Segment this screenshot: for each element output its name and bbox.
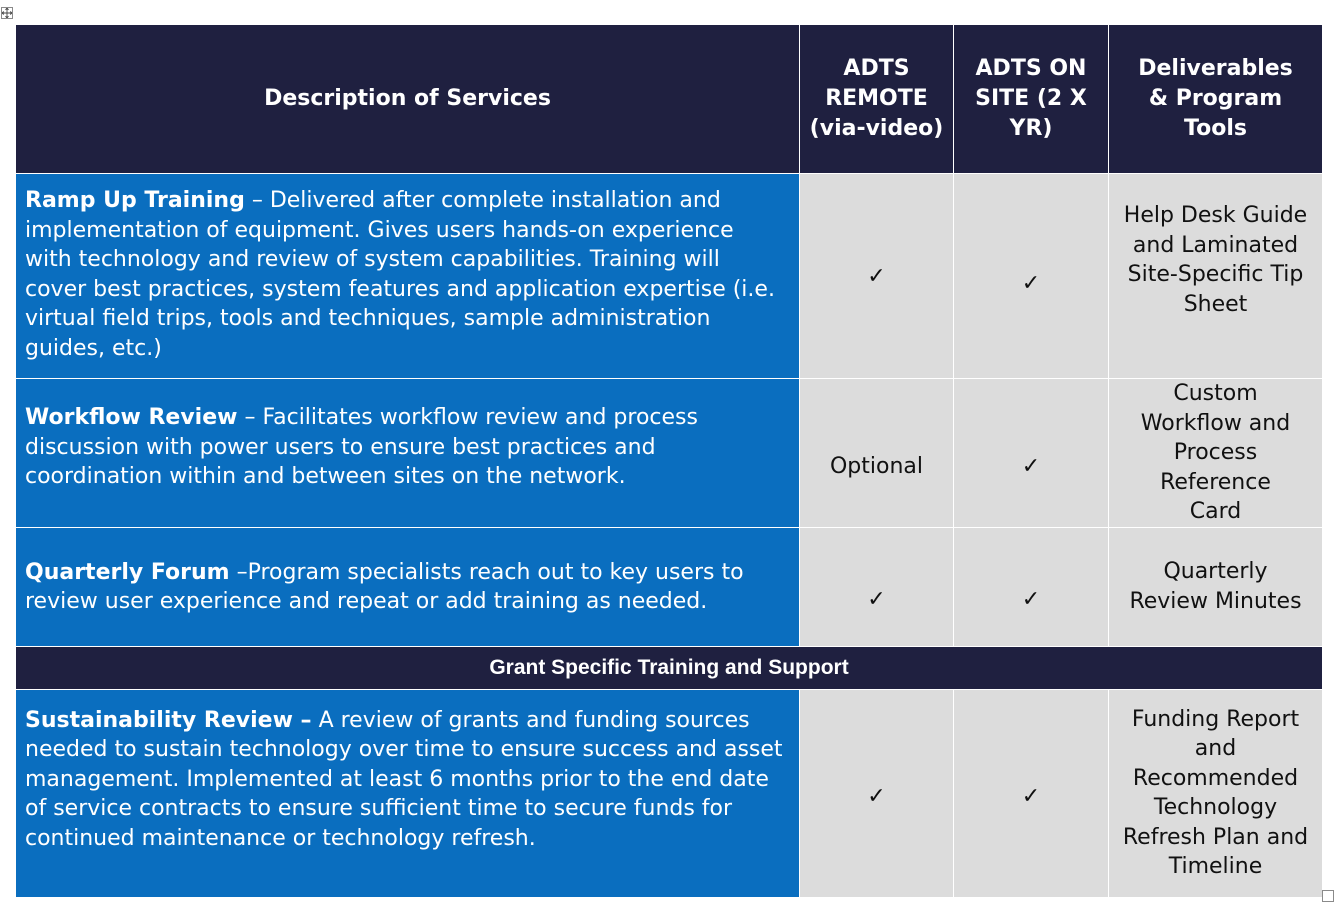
header-remote <box>800 25 954 174</box>
section-row <box>16 646 1323 689</box>
services-table <box>15 24 1323 898</box>
header-onsite-label: ADTS ON SITE (2 X YR) <box>975 56 1087 141</box>
header-row <box>16 25 1323 174</box>
table-resize-handle[interactable] <box>1322 890 1334 902</box>
service-separator: – <box>229 559 248 585</box>
checkmark-icon: ✓ <box>1021 586 1041 612</box>
table-row <box>16 689 1323 897</box>
deliverables-text: Quarterly Review Minutes <box>1129 559 1302 614</box>
service-description-cell <box>16 379 800 528</box>
table-row <box>16 174 1323 379</box>
remote-cell <box>800 174 954 379</box>
header-onsite <box>954 25 1109 174</box>
table-row <box>16 379 1323 528</box>
move-arrows-icon <box>2 8 12 18</box>
header-deliverables <box>1109 25 1323 174</box>
service-title: Ramp Up Training <box>25 188 245 213</box>
checkmark-icon: ✓ <box>1021 784 1041 810</box>
deliverables-cell <box>1109 527 1323 646</box>
onsite-cell <box>954 689 1109 897</box>
remote-cell <box>800 527 954 646</box>
service-separator: – <box>237 405 263 430</box>
service-separator: – <box>244 188 270 213</box>
deliverables-text: Custom Workflow and Process Reference Card <box>1140 381 1291 524</box>
checkmark-icon: ✓ <box>1021 271 1041 296</box>
checkmark-icon: ✓ <box>867 264 886 290</box>
checkmark-icon: ✓ <box>1021 454 1041 479</box>
remote-cell <box>800 689 954 897</box>
service-title: Sustainability Review – <box>25 707 312 733</box>
service-description-cell <box>16 689 800 897</box>
header-remote-label: ADTS REMOTE (via-video) <box>809 56 944 141</box>
deliverables-text: Funding Report and Recommended Technology Refresh Plan and Timeline <box>1122 706 1309 879</box>
checkmark-icon: ✓ <box>867 784 886 810</box>
checkmark-icon: ✓ <box>867 586 886 612</box>
deliverables-cell <box>1109 379 1323 528</box>
onsite-cell <box>954 174 1109 379</box>
remote-cell <box>800 379 954 528</box>
service-text: Delivered after complete installation and implementation of equipment. Gives users hands-on experience with technology and review of system capabilities. Training will cover best practices, system features and application expertise (i.e. virtual field trips, tools and techniques, sample administration guides, etc.) <box>25 188 775 361</box>
service-separator <box>312 708 319 733</box>
deliverables-text: Help Desk Guide and Laminated Site-Specific Tip Sheet <box>1123 203 1308 317</box>
service-description-cell <box>16 174 800 379</box>
service-description-cell <box>16 527 800 646</box>
deliverables-cell <box>1109 689 1323 897</box>
header-description: Description of Services <box>16 25 800 174</box>
service-title: Workflow Review <box>25 405 238 430</box>
remote-value: Optional <box>829 454 924 479</box>
deliverables-cell <box>1109 174 1323 379</box>
section-title: Grant Specific Training and Support <box>16 646 1323 689</box>
service-title: Quarterly Forum <box>25 559 230 585</box>
service-text: Program specialists reach out to key users to review user experience and repeat or add training as needed. <box>25 559 744 614</box>
table-row <box>16 527 1323 646</box>
onsite-cell <box>954 527 1109 646</box>
table-move-handle[interactable] <box>1 7 13 19</box>
service-text: Facilitates workflow review and process discussion with power users to ensure best practices and coordination within and between sites on the network. <box>25 405 698 489</box>
service-text: A review of grants and funding sources needed to sustain technology over time to ensure success and asset management. Implemented at least 6 months prior to the end date of service contracts to ensure sufficient time to secure funds for continued maintenance or technology refresh. <box>25 707 783 851</box>
onsite-cell <box>954 379 1109 528</box>
header-deliverables-label: Deliverables & Program Tools <box>1138 56 1293 141</box>
